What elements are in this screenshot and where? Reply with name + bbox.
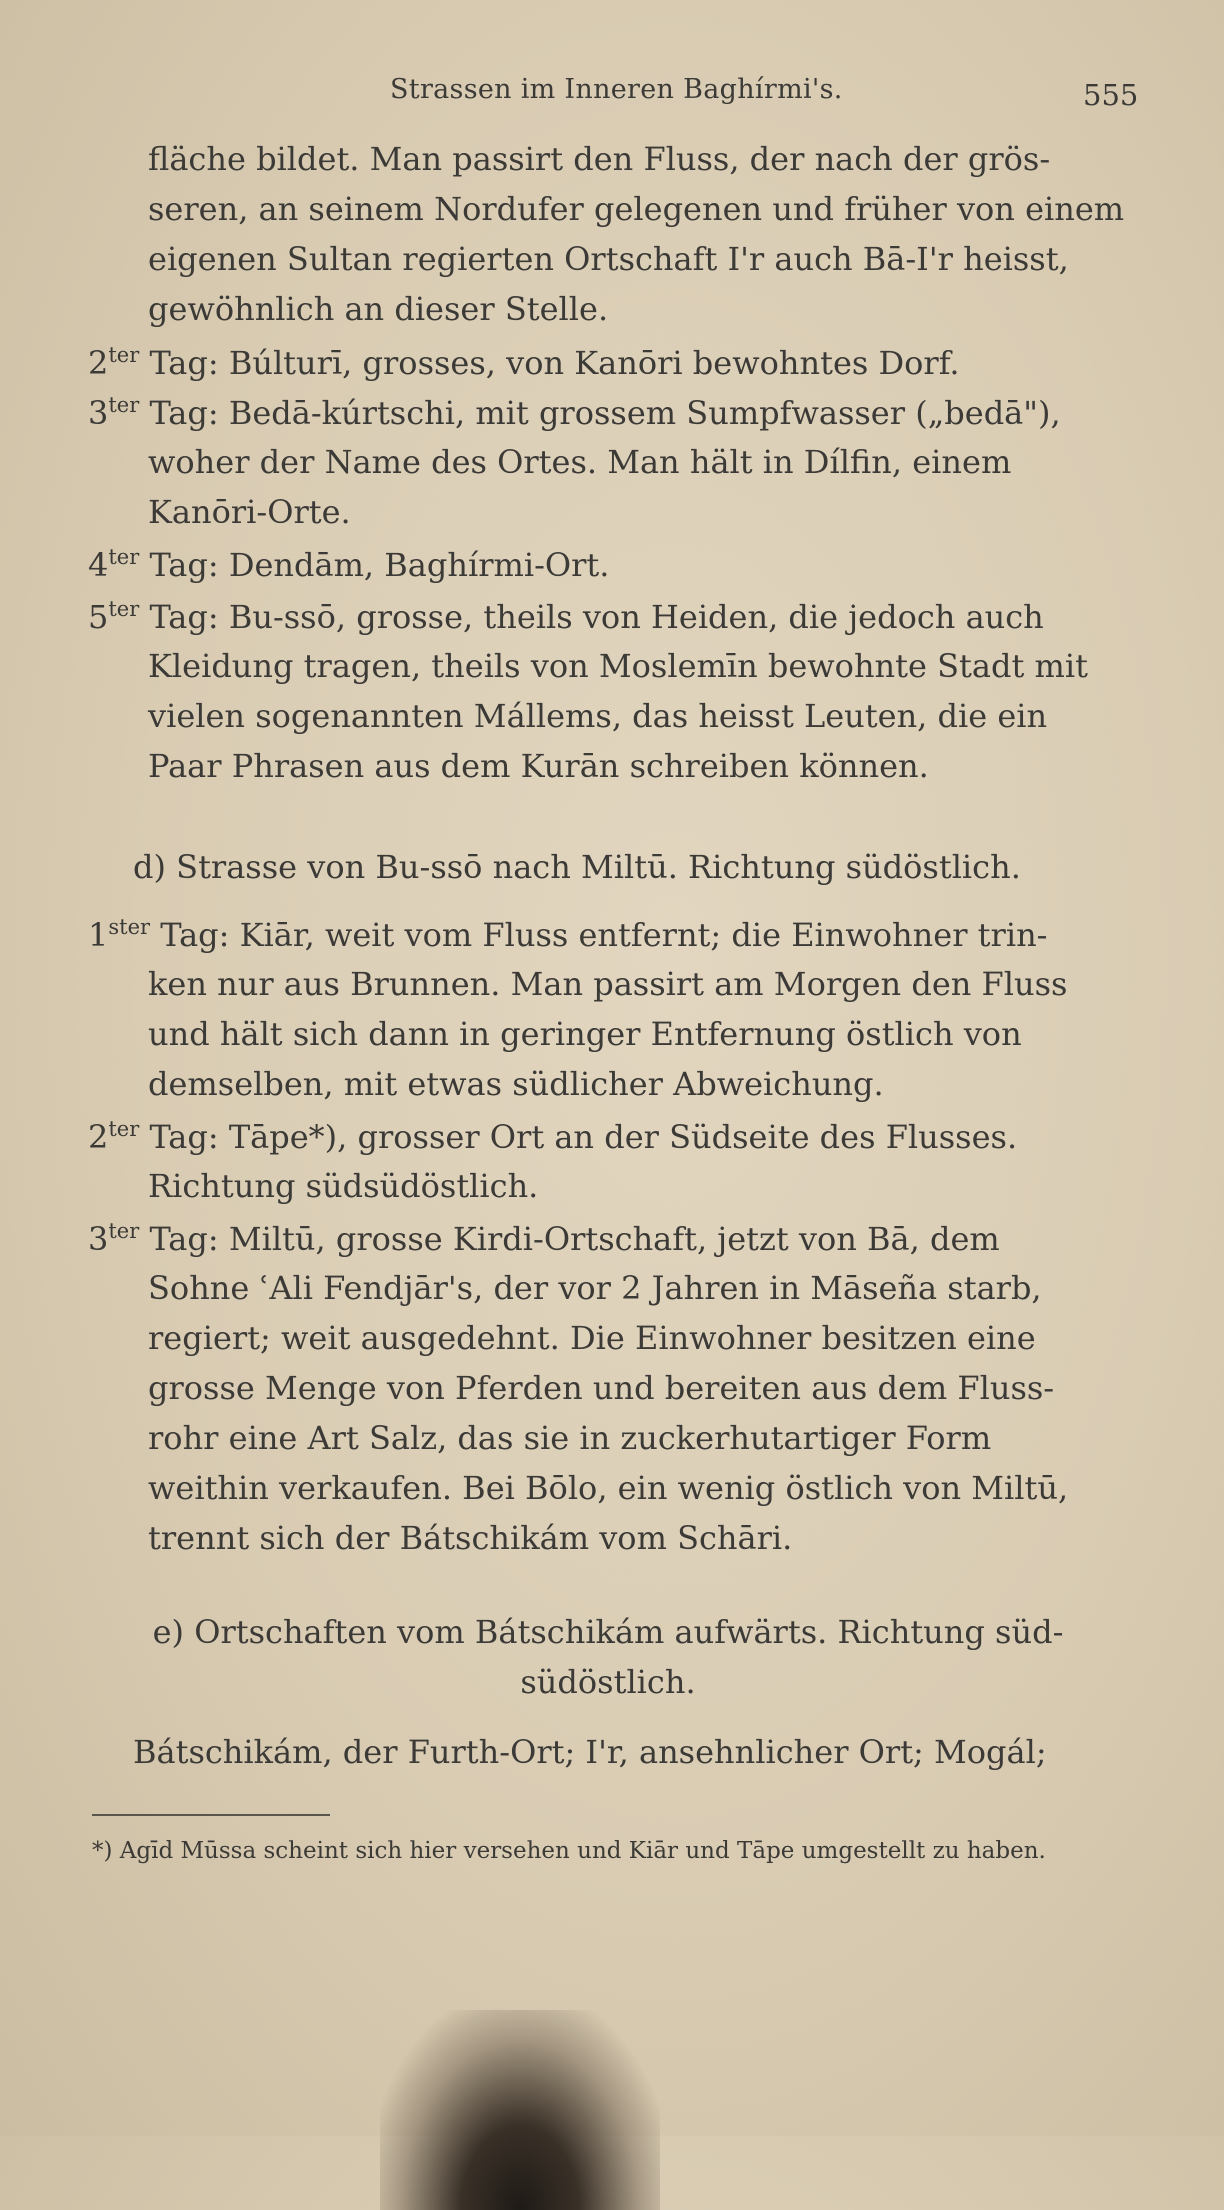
- text-line: vielen sogenannten Mállems, das heisst Leuten, die ein: [148, 697, 1048, 735]
- day-entry-3: $3^{ter}$ Tag: Miltū, grosse Kirdi-Ortschaft, jetzt von Bā, dem: [88, 1219, 1000, 1258]
- text-line: demselben, mit etwas südlicher Abweichung.: [148, 1065, 884, 1103]
- day-entry-3: $3^{ter}$ Tag: Bedā-kúrtschi, mit grossem Sumpfwasser („bedā"),: [88, 393, 1061, 432]
- text-line: gewöhnlich an dieser Stelle.: [148, 290, 609, 328]
- text-line: Kleidung tragen, theils von Moslemīn bewohnte Stadt mit: [148, 647, 1088, 685]
- day-entry-5: $5^{ter}$ Tag: Bu-ssō, grosse, theils von Heiden, die jedoch auch: [88, 597, 1044, 636]
- text-line: Bátschikám, der Furth-Ort; I'r, ansehnlicher Ort; Mogál;: [133, 1733, 1047, 1771]
- page-number: 555: [1083, 78, 1139, 112]
- text-line: Richtung südsüdöstlich.: [148, 1167, 539, 1205]
- day-entry-1: $1^{ster}$ Tag: Kiār, weit vom Fluss entfernt; die Einwohner trin-: [88, 915, 1048, 954]
- text-line: trennt sich der Bátschikám vom Schāri.: [148, 1519, 793, 1557]
- text-line: grosse Menge von Pferden und bereiten aus dem Fluss-: [148, 1369, 1055, 1407]
- day-entry-4: $4^{ter}$ Tag: Dendām, Baghírmi-Ort.: [88, 545, 610, 584]
- footnote: *) Agīd Mūssa scheint sich hier versehen und Kiār und Tāpe umgestellt zu haben.: [92, 1838, 1046, 1864]
- text-line: Sohne ʿAli Fendjār's, der vor 2 Jahren in Māseña starb,: [148, 1269, 1042, 1307]
- text-line: regiert; weit ausgedehnt. Die Einwohner besitzen eine: [148, 1319, 1036, 1357]
- text-line: weithin verkaufen. Bei Bōlo, ein wenig östlich von Miltū,: [148, 1469, 1069, 1507]
- text-line: eigenen Sultan regierten Ortschaft I'r auch Bā-I'r heisst,: [148, 240, 1069, 278]
- text-line: fläche bildet. Man passirt den Fluss, der nach der grös-: [148, 140, 1051, 178]
- text-line: seren, an seinem Nordufer gelegenen und früher von einem: [148, 190, 1125, 228]
- text-line: und hält sich dann in geringer Entfernung östlich von: [148, 1015, 1022, 1053]
- section-heading-e: e) Ortschaften vom Bátschikám aufwärts. Richtung süd-: [152, 1613, 1064, 1651]
- thumb-shadow: [380, 2010, 660, 2210]
- text-line: rohr eine Art Salz, das sie in zuckerhutartiger Form: [148, 1419, 992, 1457]
- day-entry-2: $2^{ter}$ Tag: Búlturī, grosses, von Kanōri bewohntes Dorf.: [88, 343, 960, 382]
- running-head: Strassen im Inneren Baghírmi's.: [390, 74, 843, 105]
- text-line: Kanōri-Orte.: [148, 493, 351, 531]
- text-line: woher der Name des Ortes. Man hält in Dílfin, einem: [148, 443, 1012, 481]
- text-line: Paar Phrasen aus dem Kurān schreiben können.: [148, 747, 929, 785]
- day-entry-2: $2^{ter}$ Tag: Tāpe*), grosser Ort an der Südseite des Flusses.: [88, 1117, 1018, 1156]
- footnote-rule: [92, 1814, 330, 1816]
- text-line: ken nur aus Brunnen. Man passirt am Morgen den Fluss: [148, 965, 1068, 1003]
- section-heading-d: d) Strasse von Bu-ssō nach Miltū. Richtung südöstlich.: [133, 848, 1021, 886]
- section-heading-e-continued: südöstlich.: [520, 1663, 696, 1701]
